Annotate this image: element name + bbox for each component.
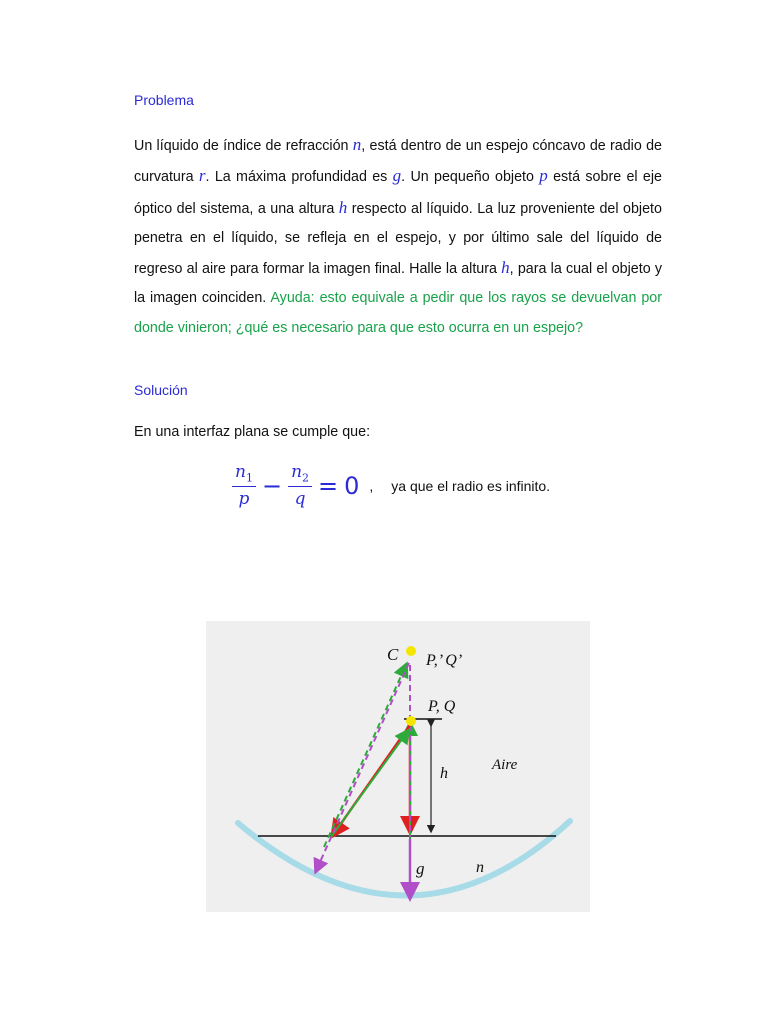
eq-comma: , (369, 477, 374, 494)
label-pq: P, Q (428, 698, 456, 715)
concave-mirror (238, 821, 570, 896)
eq-n1-sub: 1 (245, 471, 253, 485)
var-r: r (198, 166, 206, 186)
ray-purple-dashed (316, 663, 409, 871)
fraction-n2-q (288, 462, 312, 509)
var-h: h (501, 258, 510, 278)
text-segment: . La máxima profundidad es (205, 169, 393, 186)
var-g: g (392, 166, 402, 186)
eq-p: p (238, 489, 250, 510)
eq-minus: − (261, 471, 283, 500)
problem-heading: Problema (134, 92, 194, 108)
text-segment: está sobre el eje óptico del sistema, a una altura (134, 169, 663, 217)
var-h: h (338, 197, 348, 217)
equation (232, 462, 550, 509)
ray-green-oblique (331, 731, 408, 837)
text-segment: Un líquido de índice de refracción (134, 138, 353, 154)
eq-n2: n (291, 462, 303, 482)
point-pq (406, 716, 416, 726)
fraction-n1-p (232, 462, 256, 509)
mirror-diagram (206, 621, 590, 912)
eq-n1: n (235, 462, 246, 482)
text-segment: respecto al líquido. La luz proveniente del objeto penetra en el líquido, se refleja en el espejo, y por último sale del líquido de regreso al aire para formar la imagen final. Halle la altura (134, 200, 662, 278)
label-c: C (387, 645, 399, 664)
ray-green-dashed (324, 665, 406, 847)
solution-heading: Solución (134, 382, 188, 398)
point-c (406, 646, 416, 656)
hint-text: Ayuda: esto equivale a pedir que los rayos se devuelvan por donde vinieron; ¿qué es necesario para que esto ocurra en un espejo? (134, 290, 663, 336)
eq-note: ya que el radio es infinito. (391, 477, 551, 494)
eq-q: q (294, 489, 306, 510)
var-p: p (539, 166, 548, 186)
text-segment: , para la cual el objeto y la imagen coinciden. (134, 261, 662, 307)
label-pq-prime: P,’ Q’ (426, 652, 463, 669)
solution-intro: En una interfaz plana se cumple que: (134, 424, 371, 440)
problem-statement (134, 130, 662, 343)
text-segment: . Un pequeño objeto (401, 169, 540, 186)
eq-zero: 0 (344, 471, 360, 500)
eq-equals: = (318, 471, 339, 500)
eq-n2-sub: 2 (302, 471, 310, 485)
label-g: g (416, 859, 425, 878)
label-h: h (440, 765, 448, 782)
label-aire: Aire (492, 757, 518, 773)
var-n: n (352, 135, 362, 154)
text-segment: , está dentro de un espejo cóncavo de radio de curvatura (134, 138, 662, 186)
label-n: n (476, 859, 484, 876)
